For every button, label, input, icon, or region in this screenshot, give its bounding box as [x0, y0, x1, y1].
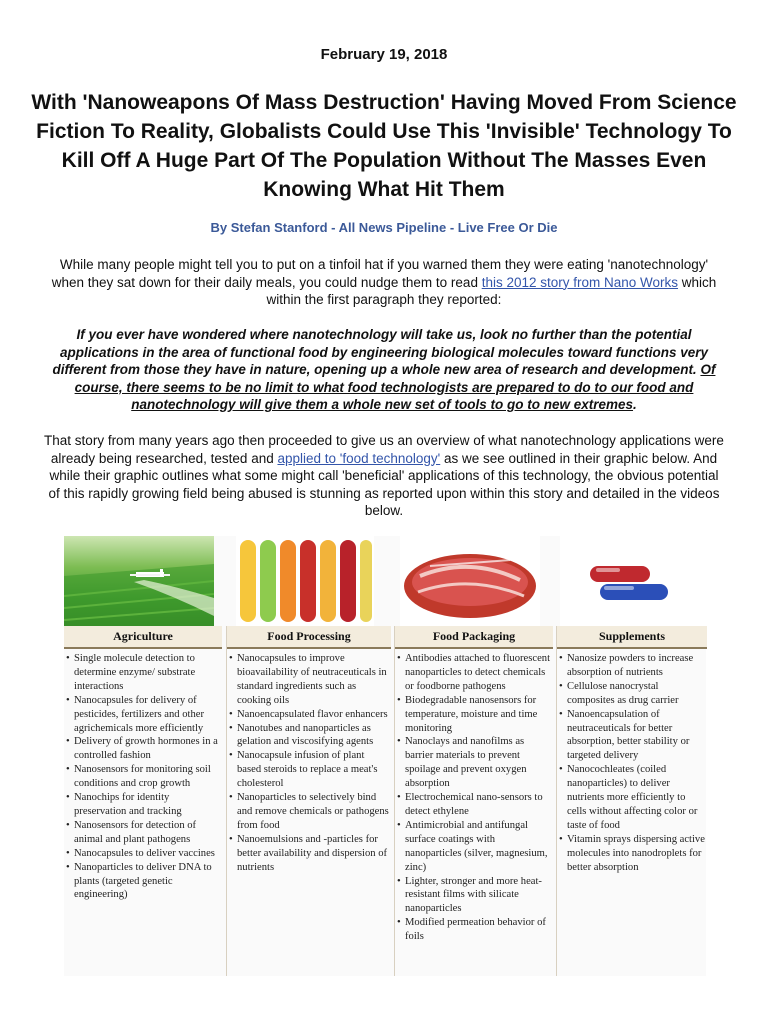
- list-item: • Nanoemulsions and -particles for better availability and dispersion of nutrients: [237, 833, 389, 875]
- quote-underlined-text: Of course, there seems to be no limit to what food technologists are prepared to do to our food and nanotechnology will give them a whole new set of tools to go to new extremes: [74, 362, 716, 412]
- crop-duster-photo: [64, 536, 214, 626]
- food-technology-link[interactable]: applied to 'food technology': [277, 450, 441, 466]
- column-heading: Food Packaging: [395, 626, 553, 649]
- column-heading: Agriculture: [64, 626, 222, 649]
- list-item: • Antimicrobial and antifungal surface coatings with nanoparticles (silver, magnesium, zinc): [405, 819, 551, 875]
- list-item: • Modified permeation behavior of foils: [405, 916, 551, 944]
- infographic-photos: [64, 536, 706, 626]
- story-paragraph: [44, 432, 724, 520]
- column-heading: Food Processing: [227, 626, 391, 649]
- infographic-table: [64, 626, 706, 976]
- column-food-processing: [226, 626, 391, 976]
- list-item: • Nanocapsules to improve bioavailability of neutraceuticals in standard ingredients such as cooking oils: [237, 652, 389, 708]
- list-item: • Nanoclays and nanofilms as barrier materials to prevent spoilage and prevent oxygen absorption: [405, 735, 551, 791]
- list-item: • Nanotubes and nanoparticles as gelation and viscosifying agents: [237, 722, 389, 750]
- list-item: • Nanoencapsulation of neutraceuticals for better absorption, better stability or targeted delivery: [567, 708, 705, 764]
- story-text-end: as we see outlined in their graphic below. And while their graphic outlines what some might call 'beneficial' applications of this technology, the obvious potential of this rapidly growing field being abused is stunning as reported upon within this story and detailed in the videos below.: [48, 450, 720, 518]
- list-item: • Vitamin sprays dispersing active molecules into nanodroplets for better absorption: [567, 833, 705, 875]
- packaged-meat-illustration: [400, 536, 540, 626]
- nano-works-story-link[interactable]: this 2012 story from Nano Works: [481, 274, 679, 290]
- byline[interactable]: By Stefan Stanford - All News Pipeline - Live Free Or Die: [210, 220, 558, 235]
- packaged-meat-photo: [400, 536, 540, 626]
- crop-duster-illustration: [64, 536, 214, 626]
- capsules-illustration: [560, 536, 706, 626]
- list-item: • Nanosensors for detection of animal and plant pathogens: [74, 819, 220, 847]
- list-item: • Nanochips for identity preservation and tracking: [74, 791, 220, 819]
- block-quote: [40, 326, 728, 414]
- column-food-packaging: [394, 626, 553, 976]
- list-item: • Antibodies attached to fluorescent nanoparticles to detect chemicals or foodborne pathogens: [405, 652, 551, 694]
- quote-text: If you ever have wondered where nanotechnology will take us, look no further than the potential applications in the area of functional food by engineering biological molecules toward functions very different from those they have in nature, opening up a whole new area of research and development.: [52, 327, 709, 377]
- column-agriculture: [64, 626, 222, 976]
- list-item: • Electrochemical nano-sensors to detect ethylene: [405, 791, 551, 819]
- list-item: • Cellulose nanocrystal composites as drug carrier: [567, 680, 705, 708]
- list-item: • Nanosensors for monitoring soil conditions and crop growth: [74, 763, 220, 791]
- capsules-photo: [560, 536, 706, 626]
- list-item: • Nanoparticles to deliver DNA to plants (targeted genetic engineering): [74, 861, 220, 903]
- list-item: • Nanocapsules for delivery of pesticides, fertilizers and other agrichemicals more efficiently: [74, 694, 220, 736]
- column-supplements: [556, 626, 707, 976]
- list-item: • Biodegradable nanosensors for temperature, moisture and time monitoring: [405, 694, 551, 736]
- list-item: • Nanocapsules to deliver vaccines: [74, 847, 220, 861]
- article-title: With 'Nanoweapons Of Mass Destruction' Having Moved From Science Fiction To Reality, Globalists Could Use This 'Invisible' Technology To Kill Off A Huge Part Of The Population Without The Masses Even Knowing What Hit Them: [31, 91, 737, 201]
- list-item: • Delivery of growth hormones in a controlled fashion: [74, 735, 220, 763]
- intro-text-end: which within the first paragraph they reported:: [266, 274, 717, 307]
- list-item: • Nanosize powders to increase absorption of nutrients: [567, 652, 705, 680]
- list-item: • Nanoparticles to selectively bind and remove chemicals or pathogens from food: [237, 791, 389, 833]
- nanotechnology-infographic: [64, 536, 706, 976]
- list-item: • Single molecule detection to determine enzyme/ substrate interactions: [74, 652, 220, 694]
- column-heading: Supplements: [557, 626, 707, 649]
- list-item: • Lighter, stronger and more heat-resistant films with silicate nanoparticles: [405, 875, 551, 917]
- intro-text: While many people might tell you to put on a tinfoil hat if you warned them they were eating 'nanotechnology' when they sat down for their daily meals, you could nudge them to read: [51, 257, 709, 290]
- list-item: • Nanocochleates (coiled nanoparticles) to deliver nutrients more efficiently to cells without affecting color or taste of food: [567, 763, 705, 833]
- list-item: • Nanocapsule infusion of plant based steroids to replace a meat's cholesterol: [237, 749, 389, 791]
- story-text: That story from many years ago then proceeded to give us an overview of what nanotechnology applications were already being researched, tested and: [44, 433, 724, 466]
- intro-paragraph: [48, 256, 720, 309]
- list-item: • Nanoencapsulated flavor enhancers: [237, 708, 389, 722]
- article-date: February 19, 2018: [320, 46, 448, 63]
- test-tubes-photo: [236, 536, 374, 626]
- quote-end: .: [633, 397, 637, 412]
- test-tubes-illustration: [236, 536, 374, 626]
